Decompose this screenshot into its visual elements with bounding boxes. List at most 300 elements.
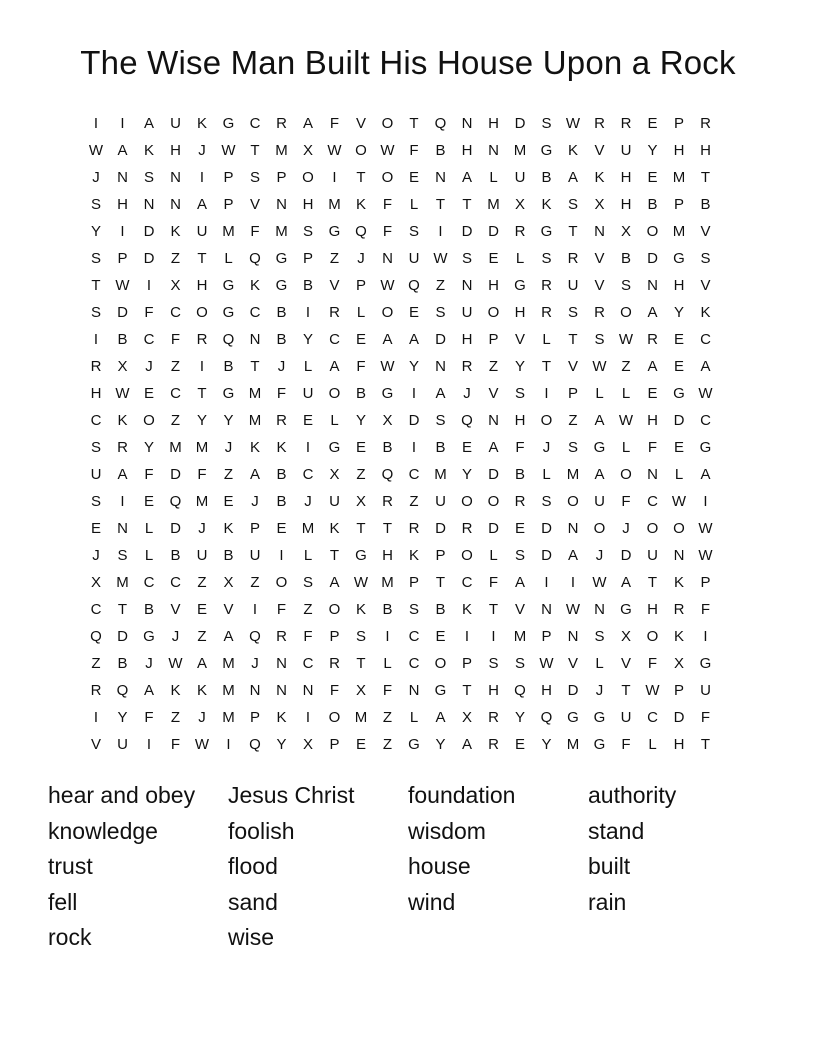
- grid-letter: G: [222, 385, 235, 402]
- grid-letter: T: [197, 385, 207, 402]
- grid-letter: R: [461, 520, 473, 537]
- grid-letter: R: [647, 331, 658, 348]
- grid-letter: R: [329, 304, 340, 321]
- grid-letter: D: [647, 250, 658, 267]
- grid-letter: Y: [223, 412, 234, 429]
- grid-letter: J: [304, 493, 312, 510]
- grid-letter: J: [198, 709, 206, 726]
- grid-letter: T: [409, 115, 419, 132]
- grid-letter: C: [143, 574, 155, 591]
- grid-letter: D: [488, 466, 499, 483]
- grid-letter: R: [276, 412, 287, 429]
- grid-letter: H: [488, 277, 499, 294]
- grid-letter: V: [488, 385, 499, 402]
- grid-letter: Z: [170, 250, 181, 267]
- grid-letter: E: [408, 304, 419, 321]
- grid-letter: Y: [647, 142, 658, 159]
- grid-letter: A: [594, 412, 605, 429]
- grid-letter: L: [303, 547, 313, 564]
- grid-letter: Z: [382, 736, 393, 753]
- grid-letter: W: [698, 547, 713, 564]
- grid-letter: K: [673, 628, 684, 645]
- grid-letter: U: [461, 304, 473, 321]
- grid-letter: A: [435, 709, 446, 726]
- grid-letter: T: [541, 358, 552, 375]
- grid-letter: F: [329, 682, 340, 699]
- grid-letter: N: [117, 520, 128, 537]
- grid-letter: N: [143, 196, 155, 213]
- grid-letter: J: [542, 439, 551, 456]
- grid-letter: I: [703, 628, 708, 645]
- grid-letter: I: [305, 439, 311, 456]
- grid-letter: F: [197, 466, 207, 483]
- grid-letter: E: [355, 331, 366, 348]
- grid-letter: D: [117, 304, 128, 321]
- grid-letter: J: [92, 547, 100, 564]
- grid-letter: K: [196, 115, 207, 132]
- grid-letter: F: [276, 601, 287, 618]
- grid-letter: W: [194, 736, 210, 753]
- grid-letter: J: [463, 385, 471, 402]
- grid-letter: U: [302, 385, 314, 402]
- grid-letter: A: [249, 466, 260, 483]
- grid-letter: T: [647, 574, 658, 591]
- grid-letter: S: [514, 385, 525, 402]
- grid-letter: D: [514, 115, 526, 132]
- grid-letter: G: [699, 439, 712, 456]
- grid-letter: X: [461, 709, 472, 726]
- grid-letter: M: [513, 142, 527, 159]
- grid-letter: I: [279, 547, 284, 564]
- grid-letter: A: [329, 574, 340, 591]
- grid-letter: A: [302, 115, 313, 132]
- grid-letter: B: [276, 466, 287, 483]
- grid-letter: V: [700, 277, 711, 294]
- grid-letter: W: [592, 574, 607, 591]
- grid-letter: K: [355, 196, 366, 213]
- grid-letter: F: [621, 493, 631, 510]
- word-list-item: authority: [588, 782, 677, 808]
- grid-letter: O: [487, 493, 500, 510]
- grid-letter: J: [622, 520, 630, 537]
- grid-letter: P: [329, 628, 340, 645]
- grid-letter: S: [567, 439, 578, 456]
- grid-letter: C: [302, 466, 314, 483]
- grid-letter: N: [435, 169, 446, 186]
- grid-letter: Y: [355, 412, 366, 429]
- word-list-item: rock: [48, 924, 92, 950]
- grid-letter: M: [381, 574, 394, 591]
- grid-letter: X: [355, 682, 366, 699]
- grid-letter: O: [540, 412, 553, 429]
- grid-letter: L: [621, 385, 631, 402]
- grid-letter: Q: [540, 709, 553, 726]
- grid-letter: V: [223, 601, 234, 618]
- grid-letter: U: [408, 250, 420, 267]
- grid-letter: B: [382, 439, 393, 456]
- grid-letter: P: [567, 385, 578, 402]
- grid-letter: O: [620, 466, 632, 483]
- grid-letter: V: [249, 196, 260, 213]
- grid-letter: G: [275, 277, 288, 294]
- grid-letter: A: [647, 304, 658, 321]
- grid-letter: B: [382, 601, 393, 618]
- grid-letter: P: [673, 196, 684, 213]
- grid-letter: M: [222, 223, 235, 240]
- grid-letter: K: [541, 196, 552, 213]
- grid-letter: E: [196, 601, 207, 618]
- grid-letter: E: [647, 385, 658, 402]
- grid-letter: O: [646, 223, 659, 240]
- word-list-item: foolish: [228, 817, 295, 844]
- grid-letter: L: [542, 331, 551, 348]
- grid-letter: G: [593, 709, 606, 726]
- grid-letter: H: [620, 196, 632, 213]
- grid-letter: I: [385, 628, 390, 645]
- grid-letter: N: [461, 115, 473, 132]
- grid-letter: G: [434, 682, 447, 699]
- word-list-item: wise: [228, 924, 275, 950]
- grid-letter: M: [354, 709, 368, 726]
- grid-letter: F: [382, 223, 393, 240]
- grid-letter: P: [541, 628, 552, 645]
- grid-letter: R: [196, 331, 208, 348]
- grid-letter: J: [251, 655, 259, 672]
- grid-letter: S: [435, 304, 446, 321]
- grid-letter: I: [438, 223, 443, 240]
- word-list-item: built: [588, 853, 631, 879]
- grid-letter: J: [92, 169, 100, 186]
- grid-letter: S: [514, 547, 525, 564]
- grid-letter: I: [120, 223, 125, 240]
- grid-letter: X: [514, 196, 525, 213]
- grid-letter: W: [698, 520, 713, 537]
- grid-letter: P: [223, 196, 234, 213]
- grid-letter: N: [488, 142, 499, 159]
- grid-letter: S: [435, 412, 446, 429]
- grid-letter: R: [673, 601, 685, 618]
- grid-letter: G: [328, 439, 341, 456]
- grid-letter: U: [249, 547, 261, 564]
- grid-letter: F: [170, 736, 181, 753]
- grid-letter: Y: [435, 736, 446, 753]
- grid-letter: H: [620, 169, 632, 186]
- grid-letter: Z: [303, 601, 313, 618]
- grid-letter: H: [196, 277, 208, 294]
- grid-letter: A: [143, 115, 154, 132]
- grid-letter: I: [146, 736, 152, 753]
- grid-letter: S: [620, 277, 631, 294]
- grid-letter: X: [382, 412, 393, 429]
- grid-letter: E: [143, 493, 154, 510]
- grid-letter: S: [302, 223, 313, 240]
- grid-letter: H: [514, 412, 526, 429]
- grid-letter: P: [223, 169, 234, 186]
- grid-letter: O: [355, 142, 367, 159]
- grid-letter: A: [461, 736, 472, 753]
- grid-letter: P: [276, 169, 287, 186]
- grid-letter: R: [594, 115, 605, 132]
- grid-letter: B: [541, 169, 552, 186]
- grid-letter: O: [328, 709, 341, 726]
- grid-letter: H: [673, 277, 685, 294]
- grid-letter: S: [302, 574, 313, 591]
- grid-letter: H: [673, 142, 685, 159]
- grid-letter: Q: [249, 250, 261, 267]
- grid-letter: Q: [116, 682, 129, 699]
- grid-letter: Y: [117, 709, 128, 726]
- grid-letter: G: [620, 601, 632, 618]
- grid-letter: E: [647, 115, 658, 132]
- grid-letter: L: [489, 169, 498, 186]
- grid-letter: W: [539, 655, 554, 672]
- grid-letter: V: [567, 655, 578, 672]
- grid-letter: L: [144, 520, 154, 537]
- grid-letter: W: [565, 115, 581, 132]
- grid-letter: F: [700, 709, 711, 726]
- grid-letter: M: [275, 223, 288, 240]
- grid-letter: X: [673, 655, 684, 672]
- grid-letter: G: [222, 304, 235, 321]
- grid-letter: Z: [382, 709, 393, 726]
- grid-letter: G: [143, 628, 155, 645]
- grid-letter: L: [648, 736, 657, 753]
- grid-letter: O: [275, 574, 288, 591]
- grid-letter: W: [565, 601, 581, 618]
- grid-letter: G: [567, 709, 579, 726]
- grid-letter: G: [699, 655, 712, 672]
- grid-letter: I: [544, 574, 549, 591]
- grid-letter: L: [303, 358, 313, 375]
- grid-letter: B: [276, 304, 287, 321]
- grid-letter: G: [673, 385, 685, 402]
- grid-letter: Q: [249, 628, 261, 645]
- grid-letter: X: [117, 358, 128, 375]
- grid-letter: F: [488, 574, 499, 591]
- grid-letter: T: [568, 223, 578, 240]
- grid-letter: C: [647, 709, 658, 726]
- grid-letter: I: [252, 601, 258, 618]
- grid-letter: B: [647, 196, 658, 213]
- grid-letter: Y: [90, 223, 101, 240]
- grid-letter: O: [461, 547, 473, 564]
- grid-letter: M: [275, 142, 288, 159]
- grid-letter: N: [249, 682, 261, 699]
- grid-letter: F: [382, 682, 393, 699]
- grid-letter: C: [249, 115, 261, 132]
- grid-letter: O: [567, 493, 579, 510]
- grid-letter: C: [408, 655, 420, 672]
- grid-letter: R: [541, 304, 552, 321]
- grid-letter: I: [703, 493, 708, 510]
- grid-letter: K: [249, 439, 260, 456]
- grid-letter: O: [620, 304, 632, 321]
- grid-letter: N: [461, 277, 473, 294]
- grid-letter: Z: [329, 250, 340, 267]
- grid-letter: O: [434, 655, 447, 672]
- grid-letter: B: [117, 331, 128, 348]
- grid-letter: V: [170, 601, 181, 618]
- grid-letter: W: [115, 277, 130, 294]
- grid-letter: M: [169, 439, 182, 456]
- grid-letter: N: [170, 169, 181, 186]
- grid-letter: M: [672, 169, 686, 186]
- grid-letter: S: [117, 547, 128, 564]
- grid-letter: B: [435, 601, 446, 618]
- grid-letter: C: [170, 574, 181, 591]
- grid-letter: S: [143, 169, 154, 186]
- grid-letter: S: [90, 439, 101, 456]
- grid-letter: U: [170, 115, 181, 132]
- grid-letter: F: [303, 628, 313, 645]
- grid-letter: Y: [541, 736, 552, 753]
- grid-letter: R: [700, 115, 711, 132]
- grid-letter: E: [302, 412, 313, 429]
- grid-letter: W: [698, 385, 713, 402]
- grid-letter: S: [700, 250, 711, 267]
- grid-letter: E: [647, 169, 658, 186]
- grid-letter: U: [647, 547, 658, 564]
- grid-letter: W: [88, 142, 104, 159]
- grid-letter: U: [117, 736, 128, 753]
- grid-letter: H: [673, 736, 685, 753]
- grid-letter: I: [464, 628, 470, 645]
- grid-letter: O: [328, 601, 341, 618]
- grid-letter: A: [196, 196, 207, 213]
- grid-letter: K: [223, 520, 234, 537]
- grid-letter: Q: [222, 331, 235, 348]
- word-list-item: foundation: [408, 782, 516, 808]
- grid-letter: N: [382, 250, 393, 267]
- grid-letter: R: [488, 736, 499, 753]
- grid-letter: U: [196, 223, 208, 240]
- grid-letter: T: [435, 574, 446, 591]
- grid-letter: Y: [461, 466, 472, 483]
- grid-letter: A: [461, 169, 472, 186]
- grid-letter: F: [144, 304, 154, 321]
- grid-letter: O: [673, 520, 685, 537]
- grid-letter: O: [381, 115, 394, 132]
- grid-letter: E: [355, 736, 366, 753]
- grid-letter: Z: [356, 466, 366, 483]
- grid-letter: Z: [170, 412, 181, 429]
- grid-letter: M: [487, 196, 500, 213]
- grid-letter: S: [408, 223, 419, 240]
- grid-letter: J: [595, 547, 604, 564]
- grid-letter: M: [222, 682, 235, 699]
- grid-letter: F: [700, 601, 711, 618]
- grid-letter: E: [461, 439, 472, 456]
- grid-letter: B: [355, 385, 366, 402]
- grid-letter: B: [435, 439, 446, 456]
- grid-letter: R: [461, 358, 473, 375]
- grid-letter: A: [117, 142, 128, 159]
- grid-letter: P: [673, 682, 684, 699]
- grid-letter: H: [382, 547, 393, 564]
- grid-letter: D: [143, 250, 155, 267]
- grid-letter: D: [461, 223, 473, 240]
- grid-letter: T: [117, 601, 128, 618]
- grid-letter: D: [567, 682, 579, 699]
- grid-letter: R: [594, 304, 605, 321]
- grid-letter: E: [143, 385, 154, 402]
- grid-letter: L: [595, 655, 604, 672]
- grid-letter: K: [196, 682, 207, 699]
- grid-letter: E: [276, 520, 287, 537]
- grid-letter: N: [249, 331, 261, 348]
- grid-letter: P: [461, 655, 472, 672]
- grid-letter: L: [595, 385, 604, 402]
- grid-letter: A: [435, 385, 446, 402]
- grid-letter: D: [170, 520, 181, 537]
- grid-letter: D: [435, 331, 446, 348]
- grid-letter: E: [223, 493, 234, 510]
- grid-letter: T: [435, 196, 446, 213]
- grid-letter: Q: [249, 736, 261, 753]
- grid-letter: T: [700, 736, 711, 753]
- grid-letter: D: [435, 520, 446, 537]
- grid-letter: H: [647, 412, 658, 429]
- grid-letter: D: [620, 547, 632, 564]
- grid-letter: Z: [488, 358, 499, 375]
- grid-letter: L: [356, 304, 366, 321]
- grid-letter: P: [355, 277, 366, 294]
- grid-letter: N: [647, 466, 658, 483]
- grid-letter: C: [249, 304, 261, 321]
- grid-letter: T: [462, 196, 472, 213]
- grid-letter: G: [540, 142, 553, 159]
- grid-letter: D: [408, 412, 420, 429]
- grid-letter: U: [329, 493, 340, 510]
- grid-letter: Z: [197, 628, 207, 645]
- grid-letter: K: [329, 520, 340, 537]
- grid-letter: R: [90, 682, 102, 699]
- grid-letter: D: [673, 412, 685, 429]
- grid-letter: M: [566, 466, 580, 483]
- word-list-item: wisdom: [408, 817, 486, 844]
- grid-letter: A: [700, 358, 711, 375]
- grid-letter: T: [700, 169, 711, 186]
- grid-letter: I: [305, 709, 311, 726]
- grid-letter: I: [120, 115, 125, 132]
- grid-letter: G: [381, 385, 394, 402]
- grid-letter: F: [144, 466, 154, 483]
- grid-letter: L: [144, 547, 154, 564]
- grid-letter: W: [353, 574, 369, 591]
- word-list-item: knowledge: [48, 817, 158, 844]
- grid-letter: M: [195, 439, 209, 456]
- grid-letter: D: [541, 547, 552, 564]
- grid-letter: S: [90, 196, 101, 213]
- word-list-item: rain: [588, 888, 627, 915]
- grid-letter: J: [277, 358, 286, 375]
- grid-letter: H: [488, 682, 499, 699]
- grid-letter: O: [381, 169, 394, 186]
- grid-letter: A: [567, 547, 578, 564]
- grid-letter: C: [461, 574, 473, 591]
- grid-letter: I: [544, 385, 549, 402]
- grid-letter: H: [90, 385, 102, 402]
- grid-letter: I: [199, 169, 205, 186]
- grid-letter: C: [90, 412, 102, 429]
- grid-letter: A: [223, 628, 234, 645]
- grid-letter: H: [302, 196, 314, 213]
- grid-letter: F: [647, 655, 658, 672]
- grid-letter: O: [461, 493, 473, 510]
- grid-letter: W: [618, 331, 634, 348]
- grid-letter: M: [434, 466, 447, 483]
- grid-letter: Z: [409, 493, 419, 510]
